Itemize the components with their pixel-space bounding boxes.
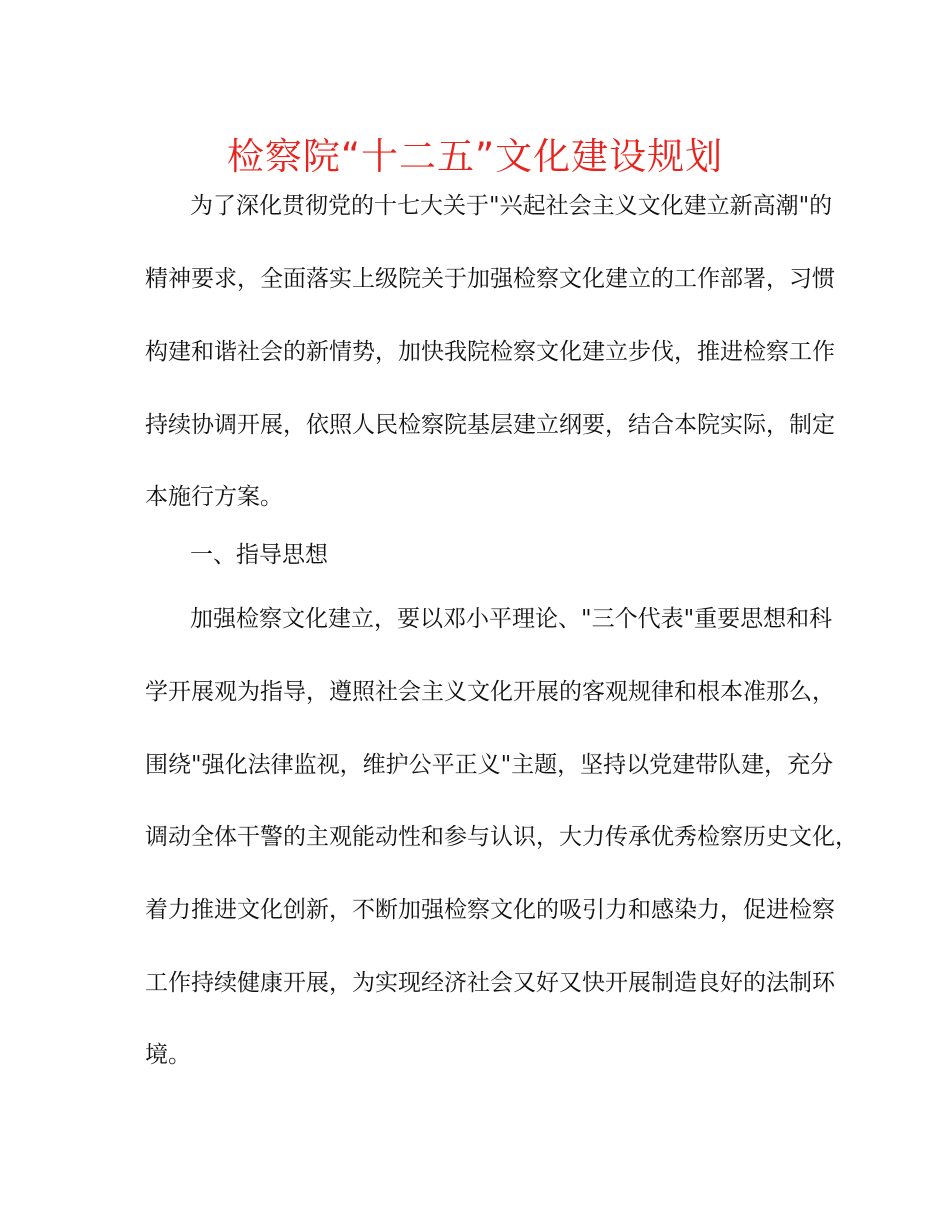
intro-paragraph-line-3: 构建和谐社会的新情势，加快我院检察文化建立步伐，推进检察工作	[145, 339, 835, 365]
body-paragraph-line-4: 调动全体干警的主观能动性和参与认识，大力传承优秀检察历史文化，	[145, 824, 858, 850]
body-paragraph-line-5: 着力推进文化创新，不断加强检察文化的吸引力和感染力，促进检察	[145, 897, 835, 923]
body-paragraph-line-7: 境。	[145, 1042, 191, 1068]
section-heading-guiding-ideology: 一、指导思想	[190, 542, 328, 568]
body-paragraph-line-1: 加强检察文化建立，要以邓小平理论、"三个代表"重要思想和科	[190, 606, 833, 632]
intro-paragraph-line-2: 精神要求，全面落实上级院关于加强检察文化建立的工作部署，习惯	[145, 266, 835, 292]
body-paragraph-line-2: 学开展观为指导，遵照社会主义文化开展的客观规律和根本准那么，	[145, 679, 835, 705]
intro-paragraph-line-4: 持续协调开展，依照人民检察院基层建立纲要，结合本院实际，制定	[145, 412, 835, 438]
intro-paragraph-line-5: 本施行方案。	[145, 484, 283, 510]
document-title: 检察院“十二五”文化建设规划	[226, 135, 724, 178]
intro-paragraph-line-1: 为了深化贯彻党的十七大关于"兴起社会主义文化建立新高潮"的	[190, 193, 833, 219]
body-paragraph-line-3: 围绕"强化法律监视，维护公平正义"主题，坚持以党建带队建，充分	[145, 752, 834, 778]
body-paragraph-line-6: 工作持续健康开展，为实现经济社会又好又快开展制造良好的法制环	[145, 970, 835, 996]
